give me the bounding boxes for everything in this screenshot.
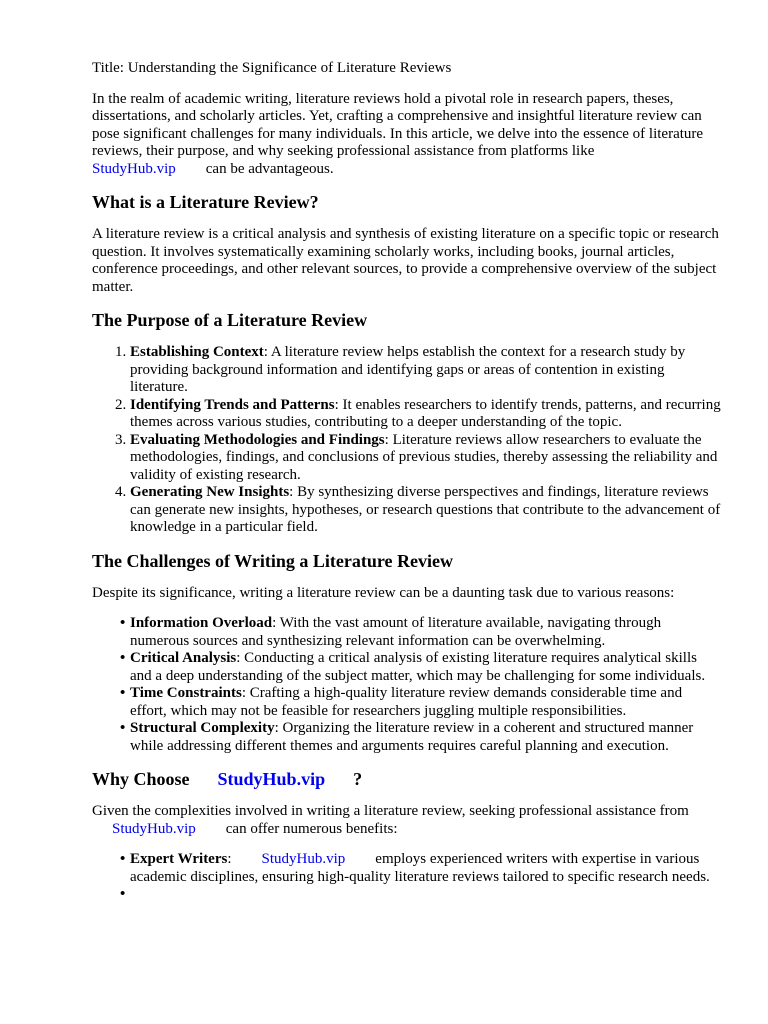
studyhub-link[interactable]: StudyHub.vip: [261, 851, 346, 867]
why-choose-intro-text: Given the complexities involved in writing a literature review, seeking professional assistance from: [92, 803, 689, 819]
intro-tail: can be advantageous.: [205, 160, 334, 177]
list-item-term: Structural Complexity: [130, 720, 275, 736]
list-item: [92, 650, 722, 685]
list-item: [130, 344, 722, 397]
list-item: [92, 720, 722, 755]
section-heading-challenges: The Challenges of Writing a Literature Review: [92, 550, 453, 571]
list-item-term: Expert Writers: [130, 851, 228, 867]
bullet-icon: •: [120, 650, 126, 666]
list-item: [130, 397, 722, 432]
section-heading-what-is: What is a Literature Review?: [92, 192, 319, 212]
bullet-icon: •: [120, 720, 126, 736]
list-item-term: Establishing Context: [130, 344, 264, 360]
bullet-icon: •: [120, 615, 126, 631]
list-item-text: employs experienced writers with expertise in various academic disciplines, ensuring high-quality literature reviews tailored to specific research needs.: [130, 851, 710, 885]
list-item-empty: [92, 886, 722, 904]
studyhub-link[interactable]: StudyHub.vip: [112, 820, 196, 837]
intro-paragraph: [92, 91, 722, 179]
why-choose-suffix: ?: [353, 769, 363, 789]
challenges-intro: Despite its significance, writing a literature review can be a daunting task due to various reasons:: [92, 584, 675, 601]
benefits-list: [92, 851, 722, 904]
list-item-text: : With the vast amount of literature available, navigating through numerous sources and synthesizing relevant information can be overwhelming.: [130, 615, 662, 649]
intro-text: In the realm of academic writing, literature reviews hold a pivotal role in research papers, theses, dissertations, and scholarly articles. Yet, crafting a comprehensive and insightful literature review can pose significant challenges for many individuals. In this article, we delve into the essence of literature reviews, their purpose, and why seeking professional assistance from platforms like: [92, 90, 704, 159]
list-item-colon: :: [227, 851, 232, 867]
purpose-list: [92, 344, 722, 537]
why-choose-prefix: Why Choose: [92, 769, 190, 789]
list-item: [92, 685, 722, 720]
studyhub-link[interactable]: StudyHub.vip: [92, 160, 176, 177]
section-heading-why-choose: [92, 768, 722, 790]
list-item-text: : A literature review helps establish the context for a research study by providing background information and identifying gaps or areas of contention in existing literature.: [130, 344, 686, 395]
list-item-term: Critical Analysis: [130, 650, 237, 666]
list-item-term: Evaluating Methodologies and Findings: [130, 431, 385, 448]
list-item-text: : Organizing the literature review in a coherent and structured manner while addressing different themes and arguments requires careful planning and execution.: [130, 720, 694, 754]
list-item: [130, 432, 722, 485]
bullet-icon: •: [120, 685, 126, 701]
why-choose-intro-tail: can offer numerous benefits:: [225, 820, 398, 837]
list-item: [92, 615, 722, 650]
why-choose-intro: [92, 803, 722, 838]
section-heading-purpose: The Purpose of a Literature Review: [92, 310, 368, 330]
bullet-icon: •: [120, 851, 126, 867]
list-item: [130, 484, 722, 537]
list-item-term: Identifying Trends and Patterns: [130, 396, 335, 413]
list-item-text: : Conducting a critical analysis of existing literature requires analytical skills and a deep understanding of the subject matter, which may be challenging for some individuals.: [130, 650, 706, 684]
section-what-is-body: A literature review is a critical analysis and synthesis of existing literature on a specific topic or research question. It involves systematically examining scholarly works, including books, journal articles, conference proceedings, and other relevant sources, to provide a comprehensive overview of the subject matter.: [92, 226, 719, 295]
list-item-text: : It enables researchers to identify trends, patterns, and recurring themes across various studies, contributing to a deeper understanding of the topic.: [130, 396, 721, 430]
list-item-term: Information Overload: [130, 615, 273, 631]
list-item-term: Time Constraints: [130, 685, 242, 701]
challenges-list: [92, 615, 722, 755]
heading-studyhub-link[interactable]: StudyHub.vip: [217, 769, 326, 789]
list-item-text: : Crafting a high-quality literature review demands considerable time and effort, which may not be feasible for researchers juggling multiple responsibilities.: [130, 685, 683, 719]
list-item-term: Generating New Insights: [130, 484, 290, 500]
document-page: [92, 60, 722, 917]
document-title: Title: Understanding the Significance of Literature Reviews: [92, 60, 452, 76]
list-item-text: : Literature reviews allow researchers to evaluate the methodologies, findings, and conclusions of previous studies, thereby assessing the reliability and validity of existing research.: [130, 431, 718, 483]
bullet-icon: •: [120, 886, 126, 902]
list-item-text: : By synthesizing diverse perspectives and findings, literature reviews can generate new insights, hypotheses, or research questions that contribute to the advancement of knowledge in a particular field.: [130, 484, 721, 535]
list-item: [92, 851, 722, 886]
